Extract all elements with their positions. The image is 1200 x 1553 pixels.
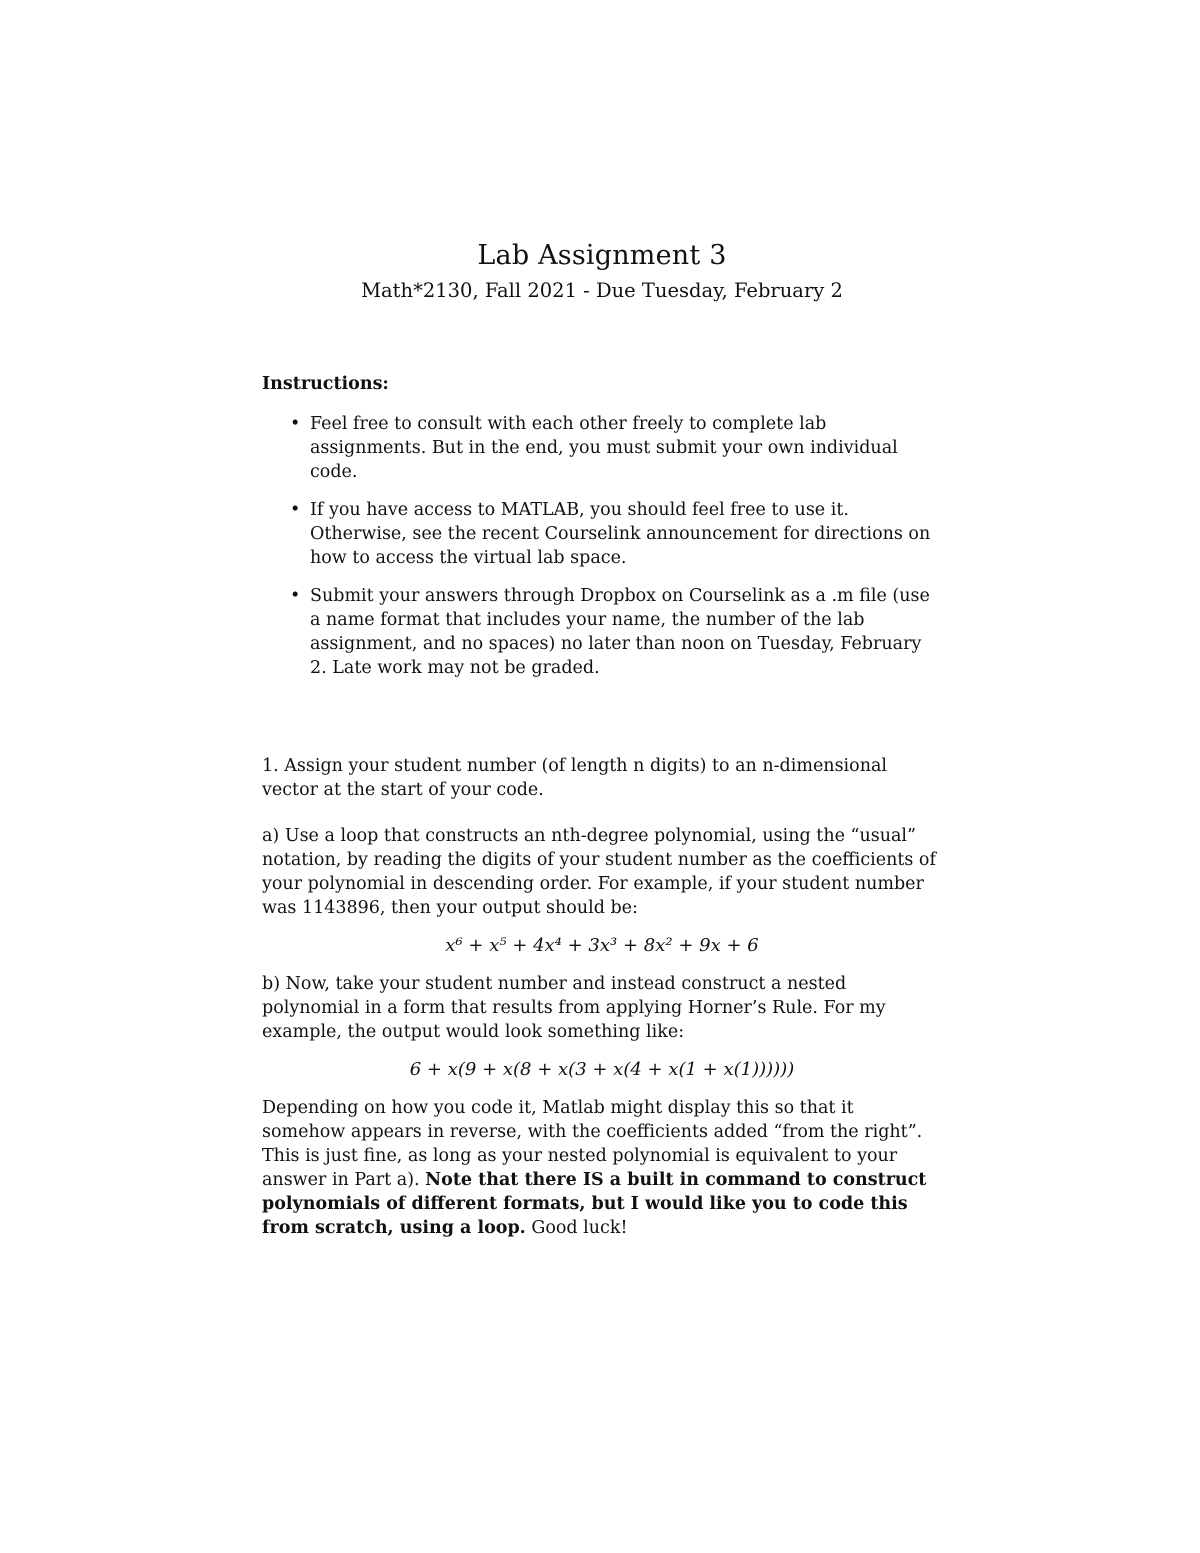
question-1-part-b: b) Now, take your student number and instead construct a nested polynomial in a form that results from applying Horner’s Rule. For my example, the output would look something like: xyxy=(262,974,886,1042)
instructions-list xyxy=(262,412,942,680)
bullet-icon: • xyxy=(290,586,301,606)
bullet-icon: • xyxy=(290,500,301,520)
question-1-intro: 1. Assign your student number (of length n digits) to an n-dimensional vector at the start of your code. xyxy=(262,756,887,800)
list-item xyxy=(262,412,942,484)
question-1-part-a: a) Use a loop that constructs an nth-degree polynomial, using the “usual” notation, by reading the digits of your student number as the coefficients of your polynomial in descending order. For example, if your student number was 1143896, then your output should be: xyxy=(262,826,936,918)
page-title: Lab Assignment 3 xyxy=(477,240,727,271)
instruction-text: If you have access to MATLAB, you should feel free to use it. Otherwise, see the recent Courselink announcement for directions on how to access the virtual lab space. xyxy=(310,500,931,568)
note-text: Depending on how you code it, Matlab might display this so that it somehow appears in reverse, with the coefficients added “from the right”. This is just fine, as long as your nested polynomial is equivalent to your answer in Part a). xyxy=(262,1098,923,1190)
question-1-note xyxy=(262,1096,942,1240)
equation-nested-polynomial: 6 + x(9 + x(8 + x(3 + x(4 + x(1 + x(1)))))) xyxy=(409,1059,795,1080)
document-page xyxy=(262,238,942,1240)
equation-standard-polynomial: x⁶ + x⁵ + 4x⁴ + 3x³ + 8x² + 9x + 6 xyxy=(445,935,759,956)
note-emphasis: Note that there IS a built in command to construct polynomials of different formats, but I would like you to code this from scratch, using a loop. xyxy=(262,1170,927,1238)
bullet-icon: • xyxy=(290,414,301,434)
instruction-text: Submit your answers through Dropbox on Courselink as a .m file (use a name format that includes your name, the number of the lab assignment, and no spaces) no later than noon on Tuesday, February 2. Late work may not be graded. xyxy=(310,586,930,678)
page-subtitle: Math*2130, Fall 2021 - Due Tuesday, February 2 xyxy=(361,279,843,302)
instruction-text: Feel free to consult with each other freely to complete lab assignments. But in the end, you must submit your own individual code. xyxy=(310,414,898,482)
note-closing: Good luck! xyxy=(531,1218,628,1238)
instructions-heading: Instructions: xyxy=(262,374,389,394)
list-item xyxy=(262,498,942,570)
list-item xyxy=(262,584,942,680)
